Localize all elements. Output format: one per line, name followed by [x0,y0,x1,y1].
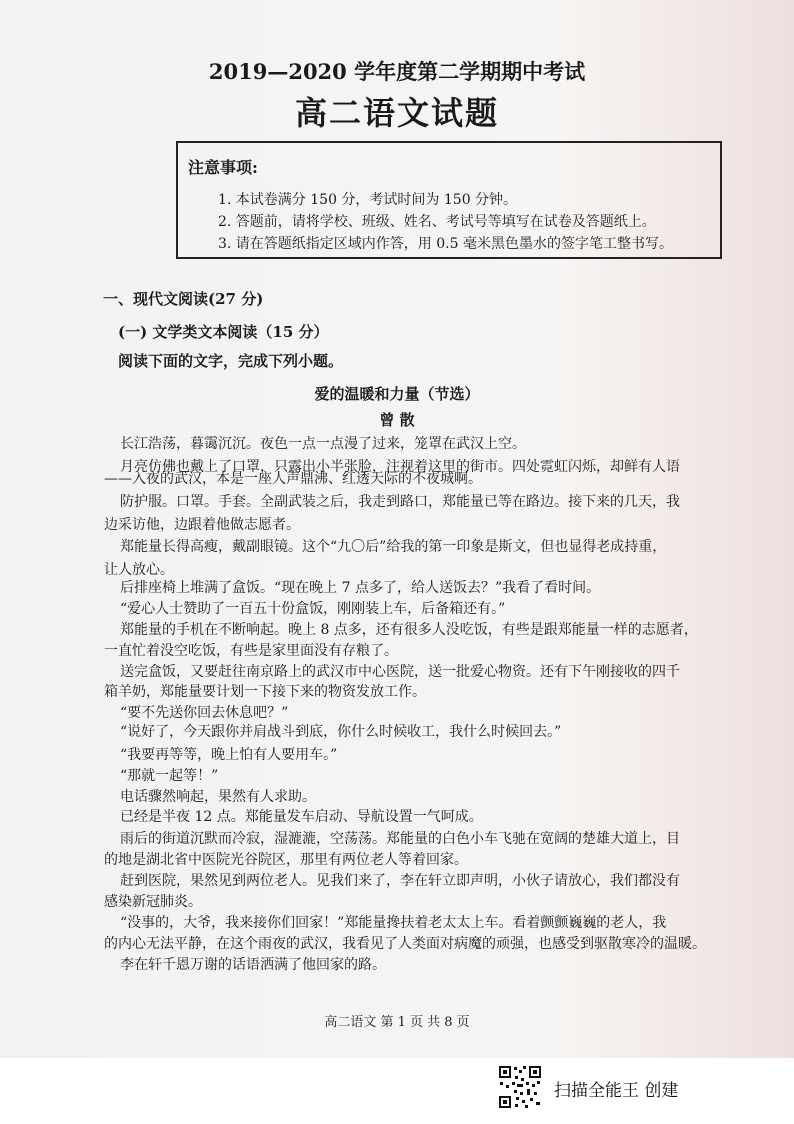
article-line: 赶到医院，果然见到两位老人。见我们来了，李在轩立即声明，小伙子请放心，我们都没有 [120,873,680,889]
notice-item: 2. 答题前，请将学校、班级、姓名、考试号等填写在试卷及答题纸上。 [218,214,656,230]
subject-title: 高二语文试题 [294,94,499,132]
article-line: 月亮仿佛也戴上了口罩，只露出小半张脸，注视着这里的街市。四处霓虹闪烁，却鲜有人语 [120,459,680,475]
article-line: 长江浩荡，暮霭沉沉。夜色一点一点漫了过来，笼罩在武汉上空。 [120,436,526,452]
article-line: 箱羊奶，郑能量要计划一下接下来的物资发放工作。 [104,684,426,700]
article-line: 边采访他，边跟着他做志愿者。 [104,517,300,533]
article-line: 电话骤然响起，果然有人求助。 [120,789,316,805]
article-line: 郑能量的手机在不断响起。晚上 8 点多，还有很多人没吃饭，有些是跟郑能量一样的志愿者， [120,622,698,638]
article-line: 雨后的街道沉默而冷寂，湿漉漉，空荡荡。郑能量的白色小车飞驰在宽阔的楚雄大道上，目 [120,831,680,847]
page-footer: 高二语文 第 1 页 共 8 页 [324,1015,470,1030]
article-line: 防护服。口罩。手套。全副武装之后，我走到路口，郑能量已等在路边。接下来的几天，我 [120,494,680,510]
article-line: 后排座椅上堆满了盒饭。“现在晚上 7 点多了，给人送饭去？”我看了看时间。 [120,580,601,596]
article-line: 送完盒饭，又要赶往南京路上的武汉市中心医院，送一批爱心物资。还有下午刚接收的四千 [120,664,680,680]
reading-instruction: 阅读下面的文字，完成下列小题。 [118,352,344,370]
section-heading: 一、现代文阅读(27 分) [103,290,264,308]
article-line: 李在轩千恩万谢的话语洒满了他回家的路。 [120,957,386,973]
notice-item: 3. 请在答题纸指定区域内作答，用 0.5 毫米黑色墨水的签字笔工整书写。 [218,236,673,252]
article-line: “要不先送你回去休息吧？” [120,705,289,721]
article-line: 感染新冠肺炎。 [104,894,202,910]
article-line: 郑能量长得高瘦，戴副眼镜。这个“九〇后”给我的第一印象是斯文，但也显得老成持重， [120,539,667,555]
article-line: 已经是半夜 12 点。郑能量发车启动、导航设置一气呵成。 [120,809,483,825]
article-line: 的内心无法平静，在这个雨夜的武汉，我看见了人类面对病魔的顽强，也感受到驱散寒冷的温暖。 [104,936,706,952]
article-line: “爱心人士赞助了一百五十份盒饭，刚刚装上车，后备箱还有。” [120,601,506,617]
qr-code-icon [497,1064,543,1110]
exam-title: 2019—2020 学年度第二学期期中考试 [208,59,586,84]
notice-title: 注意事项: [188,158,258,177]
article-line: ——入夜的武汉，本是一座人声鼎沸、红透天际的不夜城啊。 [104,471,482,487]
article-author: 曾 散 [379,411,415,429]
article-line: 的地是湖北省中医院光谷院区，那里有两位老人等着回家。 [104,852,468,868]
notice-box [176,141,722,259]
article-line: “我要再等等，晚上怕有人要用车。” [120,747,338,763]
notice-item: 1. 本试卷满分 150 分，考试时间为 150 分钟。 [218,192,518,208]
article-line: “说好了，今天跟你并肩战斗到底，你什么时候收工，我什么时候回去。” [120,724,562,740]
article-line: “那就一起等！” [120,768,219,784]
section-subheading: (一) 文学类文本阅读（15 分） [118,323,329,341]
article-line: 让人放心。 [104,562,174,578]
scanner-watermark: 扫描全能王 创建 [554,1081,679,1101]
article-title: 爱的温暖和力量（节选） [314,385,480,403]
article-line: “没事的，大爷，我来接你们回家！”郑能量搀扶着老太太上车。看着颤颤巍巍的老人，我 [120,915,667,931]
article-line: 一直忙着没空吃饭，有些是家里面没有存粮了。 [104,643,398,659]
